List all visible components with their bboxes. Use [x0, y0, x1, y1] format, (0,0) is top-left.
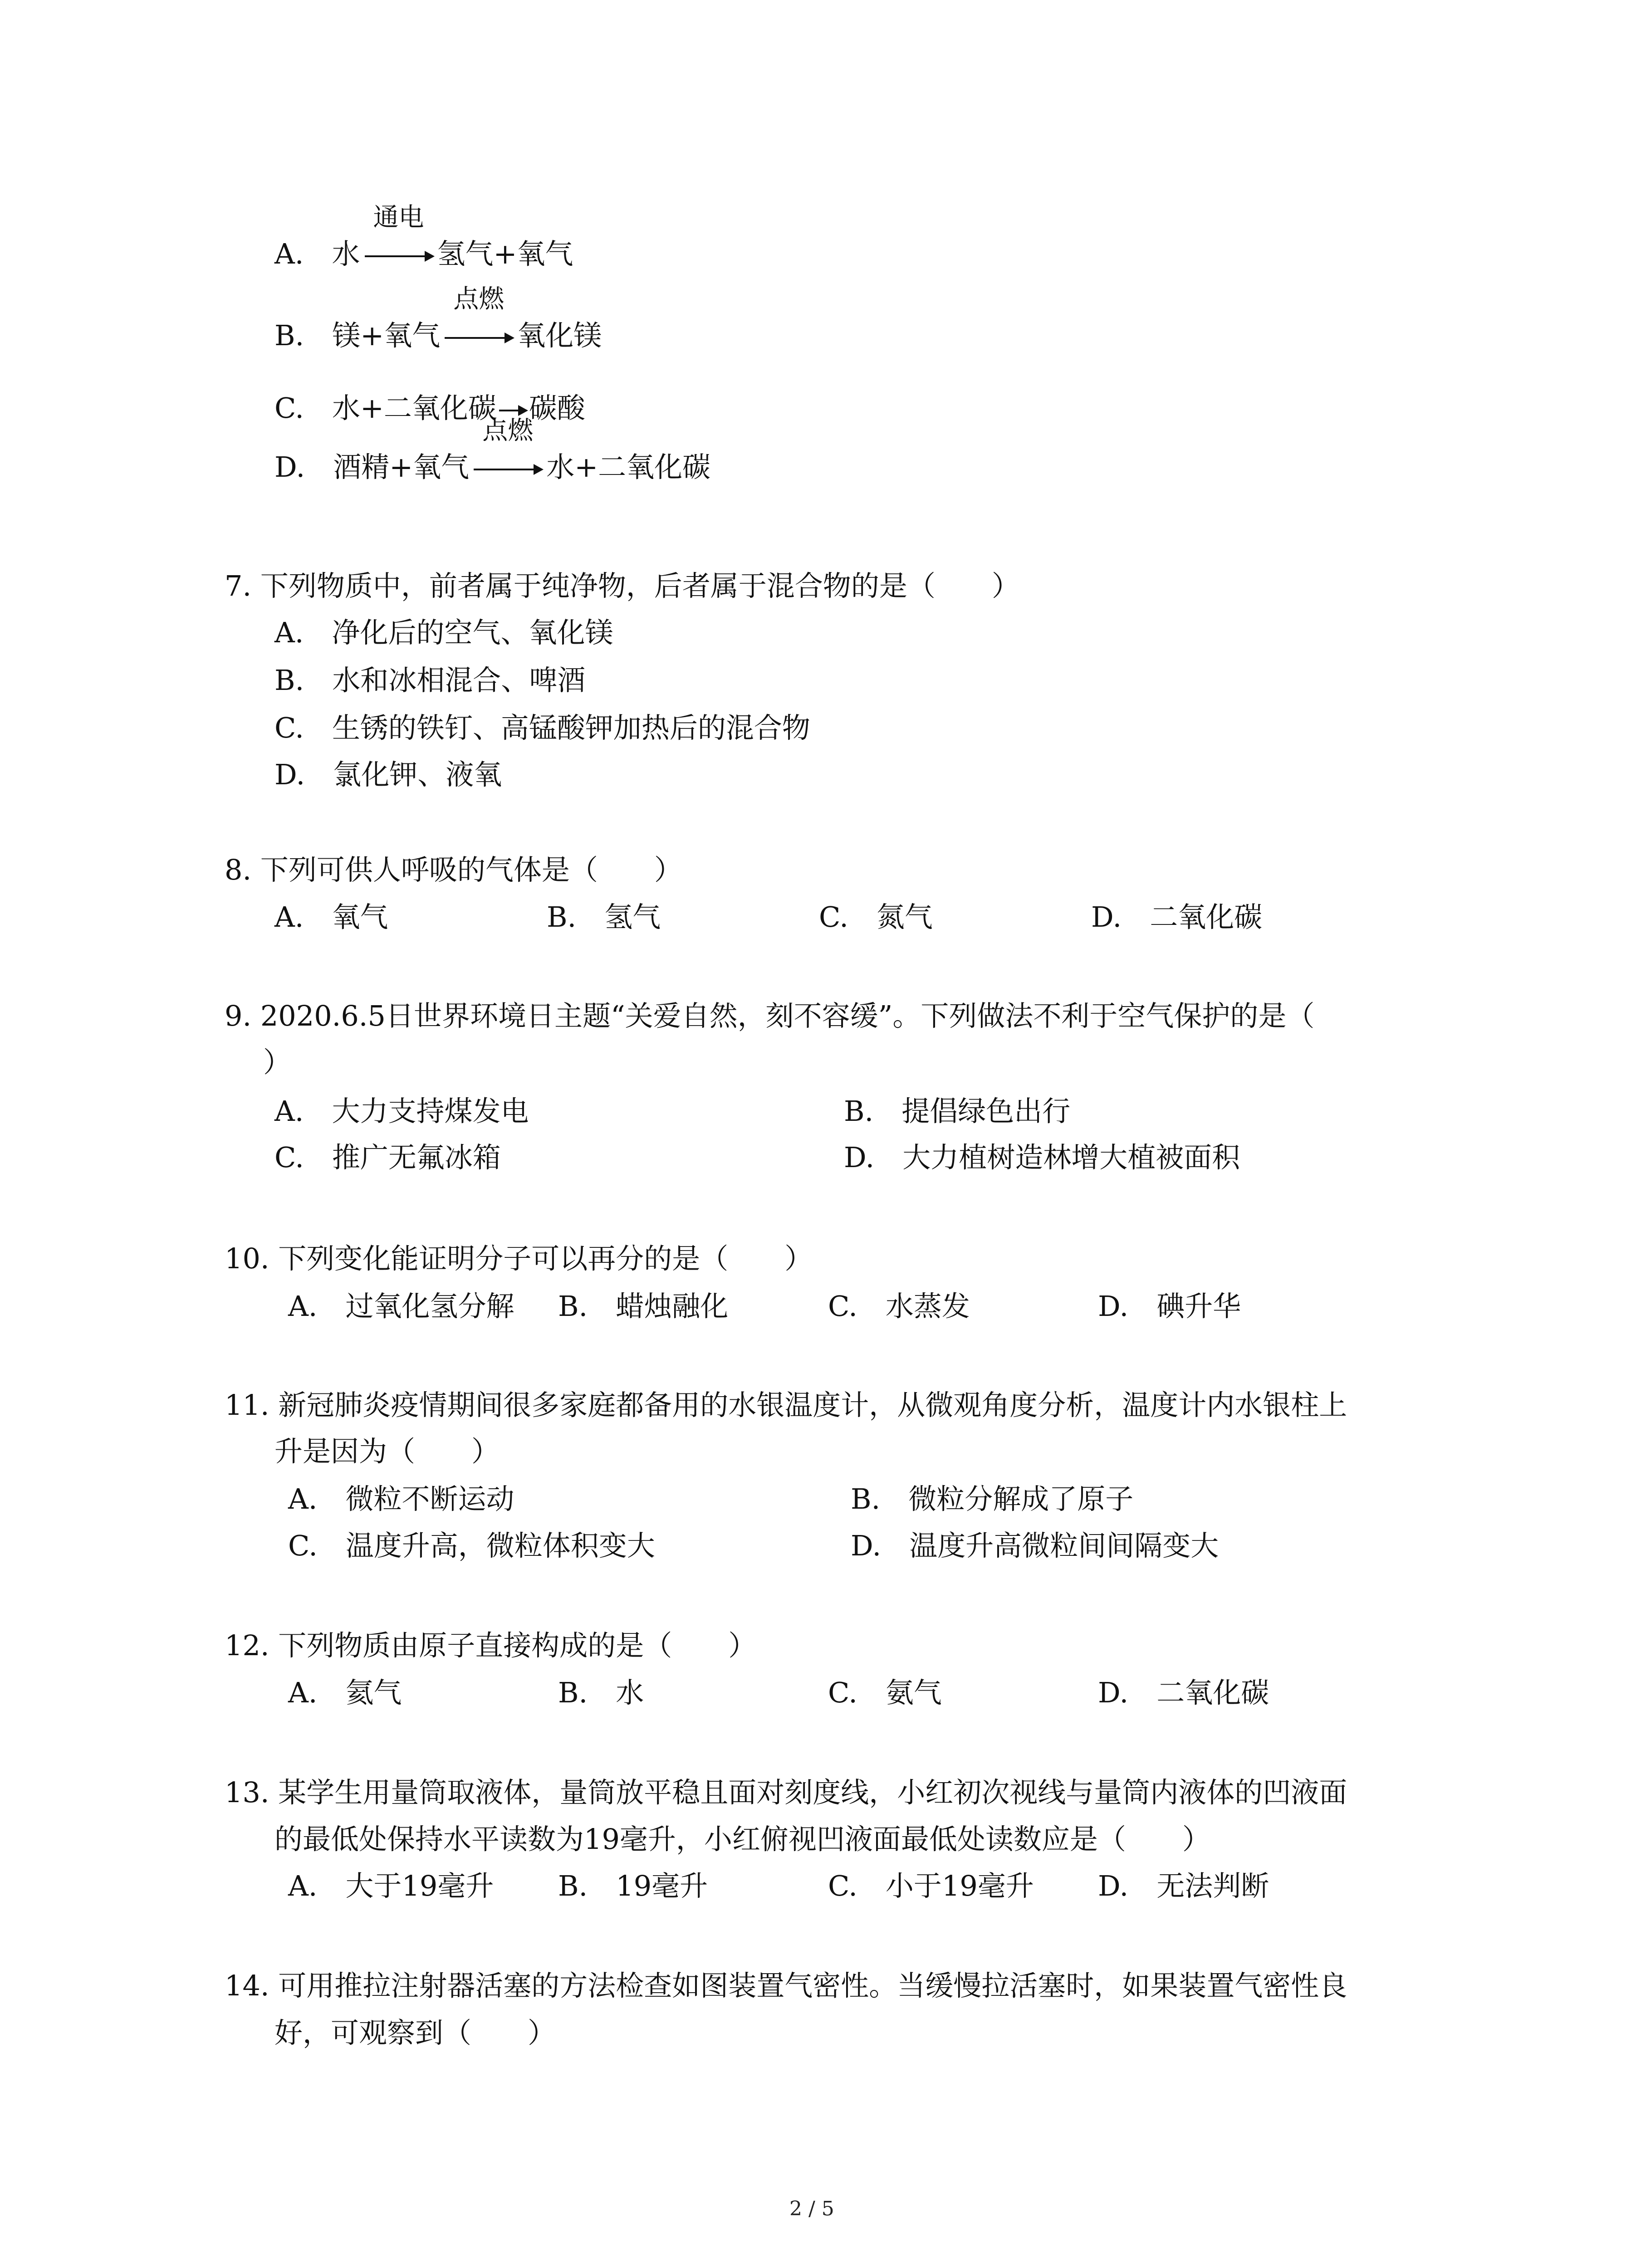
question-8-option-d: D. 二氧化碳	[1091, 900, 1263, 934]
product: 氧化镁	[517, 319, 602, 352]
question-11-option-a: A. 微粒不断运动	[288, 1482, 514, 1515]
arrow-icon	[365, 255, 433, 257]
question-7-option-d: D. 氯化钾、液氧	[274, 758, 502, 791]
question-13-option-a: A. 大于19毫升	[288, 1869, 494, 1902]
question-9-option-d: D. 大力植树造林增大植被面积	[844, 1141, 1240, 1174]
product: 碳酸	[529, 391, 585, 425]
question-9-option-a: A. 大力支持煤发电	[274, 1095, 529, 1128]
reactant: 水+二氧化碳	[332, 391, 496, 425]
option-label: D.	[274, 450, 305, 484]
arrow-icon	[445, 337, 513, 339]
reaction-condition: 点燃	[482, 416, 534, 445]
question-11-option-c: C. 温度升高，微粒体积变大	[288, 1529, 655, 1562]
question-13-stem: 13. 某学生用量筒取液体，量筒放平稳且面对刻度线，小红初次视线与量筒内液体的凹液面	[225, 1776, 1347, 1809]
question-9-option-b: B. 提倡绿色出行	[844, 1095, 1071, 1128]
question-8-option-a: A. 氧气	[274, 900, 388, 934]
product: 水+二氧化碳	[546, 450, 711, 484]
question-10-option-d: D. 碘升华	[1098, 1290, 1241, 1323]
question-8-stem: 8. 下列可供人呼吸的气体是（ ）	[225, 853, 682, 886]
option-label: C.	[274, 391, 304, 425]
reaction-condition: 通电	[373, 203, 424, 232]
reactant: 水	[332, 237, 360, 270]
question-10-option-c: C. 水蒸发	[828, 1290, 970, 1323]
question-12-option-b: B. 水	[558, 1676, 644, 1709]
question-14-stem: 14. 可用推拉注射器活塞的方法检查如图装置气密性。当缓慢拉活塞时，如果装置气密性良	[225, 1969, 1347, 2002]
question-9-stem-cont: ）	[263, 1046, 292, 1079]
question-8-option-c: C. 氮气	[819, 900, 933, 934]
reaction-arrow	[360, 203, 437, 272]
question-12-option-c: C. 氨气	[828, 1676, 942, 1709]
question-9-option-c: C. 推广无氟冰箱	[274, 1141, 501, 1174]
reactant: 镁+氧气	[332, 319, 441, 352]
option-label: A.	[274, 237, 304, 270]
question-12-stem: 12. 下列物质由原子直接构成的是（ ）	[225, 1629, 757, 1662]
question-14-stem-cont: 好，可观察到（ ）	[274, 2016, 556, 2049]
question-12-option-d: D. 二氧化碳	[1098, 1676, 1269, 1709]
option-label: B.	[274, 319, 304, 352]
q6-option-a	[274, 203, 573, 272]
q6-option-b	[274, 284, 602, 354]
question-13-option-b: B. 19毫升	[558, 1869, 708, 1902]
question-13-stem-cont: 的最低处保持水平读数为19毫升，小红俯视凹液面最低处读数应是（ ）	[274, 1823, 1210, 1856]
question-10-option-b: B. 蜡烛融化	[558, 1290, 729, 1323]
question-9-stem: 9. 2020.6.5日世界环境日主题“关爱自然，刻不容缓”。下列做法不利于空气保护的是（	[225, 999, 1315, 1032]
question-11-option-b: B. 微粒分解成了原子	[851, 1482, 1134, 1515]
question-7-option-b: B. 水和冰相混合、啤酒	[274, 664, 586, 697]
question-7-option-a: A. 净化后的空气、氧化镁	[274, 616, 613, 649]
question-8-option-b: B. 氢气	[547, 900, 661, 934]
question-7-stem: 7. 下列物质中，前者属于纯净物，后者属于混合物的是（ ）	[225, 569, 1020, 602]
reaction-arrow	[469, 416, 546, 485]
arrow-icon	[474, 469, 542, 470]
product: 氢气+氧气	[437, 237, 573, 270]
question-13-option-c: C. 小于19毫升	[828, 1869, 1034, 1902]
q6-option-d	[274, 416, 711, 485]
reactant: 酒精+氧气	[333, 450, 470, 484]
question-12-option-a: A. 氦气	[288, 1676, 402, 1709]
question-10-stem: 10. 下列变化能证明分子可以再分的是（ ）	[225, 1242, 813, 1275]
question-11-stem: 11. 新冠肺炎疫情期间很多家庭都备用的水银温度计，从微观角度分析，温度计内水银柱上	[225, 1388, 1347, 1422]
reaction-arrow	[440, 284, 517, 354]
question-11-option-d: D. 温度升高微粒间间隔变大	[851, 1529, 1219, 1562]
question-7-option-c: C. 生锈的铁钉、高锰酸钾加热后的混合物	[274, 711, 810, 744]
question-11-stem-cont: 升是因为（ ）	[274, 1435, 500, 1468]
question-13-option-d: D. 无法判断	[1098, 1869, 1269, 1902]
reaction-condition: 点燃	[453, 284, 505, 314]
question-10-option-a: A. 过氧化氢分解	[288, 1290, 514, 1323]
page-number: 2 / 5	[789, 2197, 834, 2220]
arrow-icon	[499, 410, 526, 411]
